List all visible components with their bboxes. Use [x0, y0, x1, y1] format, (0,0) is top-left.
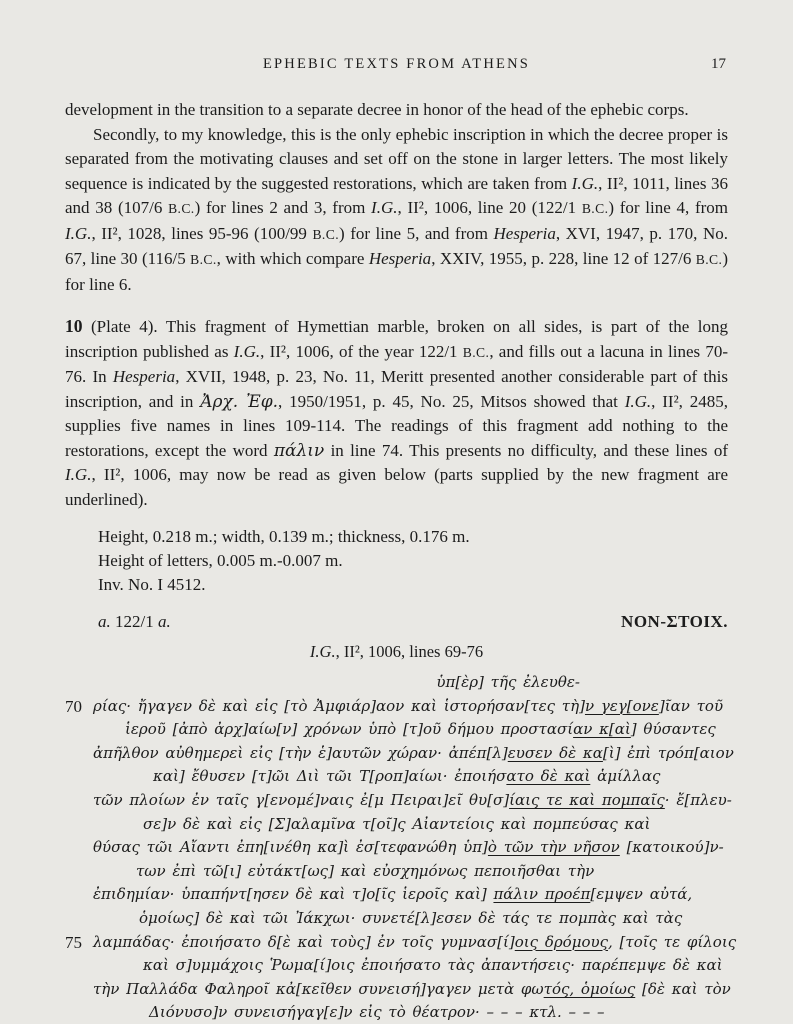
text-segment: ) for line 6. — [65, 249, 728, 294]
underlined-restoration: ατο δὲ καὶ — [506, 767, 591, 786]
text-segment: in line 74. This presents no difficulty, and these lines of — [324, 440, 728, 460]
text-segment: I.G. — [571, 173, 599, 193]
text-segment: [εμψεν αὐτά, — [590, 885, 693, 904]
text-segment: I.G. — [65, 223, 92, 243]
text-segment: τῶν πλοίων ἐν ταῖς γ[ενομέ]ναις ἐ[μ Πειραι]εῖ θυ[σ] — [93, 790, 510, 809]
paragraph — [65, 98, 728, 123]
text-segment: , XVI, 1947, p. 170, No. 67, line 30 (116/5 — [65, 223, 728, 268]
text-segment: [ὶ] ἐπὶ τρόπ[αιον — [602, 743, 734, 762]
text-segment: Secondly, to my knowledge, this is the only ephebic inscription in which the decree proper is separated from the motivating clauses and set off on the stone in larger letters. The most likely sequence is indicated by the suggested restorations, which are taken from — [65, 124, 728, 193]
text-segment: B.C. — [190, 252, 217, 267]
text-segment: 122/1 — [110, 612, 158, 631]
greek-line — [65, 836, 728, 860]
text-segment: ) for line 5, and from — [339, 223, 494, 243]
greek-line-text — [93, 765, 660, 789]
text-segment: [δὲ καὶ τὸν — [635, 979, 731, 998]
line-number — [65, 860, 93, 884]
paragraph — [65, 123, 728, 298]
measurement-line: Height, 0.218 m.; width, 0.139 m.; thickness, 0.176 m. — [98, 527, 470, 546]
greek-line-text — [93, 978, 731, 1002]
text-segment: ) for lines 2 and 3, from — [194, 198, 372, 217]
paragraph — [65, 314, 728, 512]
greek-line — [65, 907, 728, 931]
greek-line — [65, 978, 731, 1002]
underlined-restoration: ὸ τῶν τὴν νῆσον — [487, 838, 620, 857]
greek-line-text — [93, 954, 723, 978]
text-segment: θύσας τῶι Αἴαντι ἐπη[ινέθη κα]ὶ ἐσ[τεφανώθη ὑπ] — [93, 838, 488, 857]
text-segment: Ἀρχ. Ἐφ. — [200, 391, 279, 412]
page-title: EPHEBIC TEXTS FROM ATHENS — [262, 56, 531, 72]
text-segment: ἀπῆλθον αὐθημερεὶ εἰς [τὴν ἑ]αυτῶν χώραν· ἀπέπ[λ] — [93, 743, 508, 762]
greek-line-text — [93, 718, 716, 742]
line-number — [65, 883, 93, 907]
text-segment: , II², 1028, lines 95-96 (100/99 — [91, 223, 313, 243]
underlined-restoration: ν γεγ[ονε — [584, 696, 659, 715]
text-segment: ]ῖαν τοῦ — [658, 696, 724, 715]
text-segment: I.G. — [624, 391, 652, 411]
text-segment: ] θύσαντες — [630, 720, 716, 739]
text-segment: , II², 1006, may now be read as given below (parts supplied by the new fragment are underlined). — [65, 465, 728, 509]
text-segment: , II², 1006, line 20 (122/1 — [397, 198, 582, 217]
line-number — [65, 765, 93, 789]
line-number — [65, 836, 93, 860]
text-segment: Διόνυσο]ν συνεισήγαγ[ε]ν εἰς τὸ θέατρον· – – – κτλ. – – – — [149, 1003, 605, 1022]
greek-line-text — [93, 883, 692, 907]
underlined-restoration: ευσεν δὲ κα — [507, 743, 603, 762]
greek-line-text — [93, 789, 732, 813]
text-segment: σε]ν δὲ καὶ εἰς [Σ]αλαμῖνα τ[οῖ]ς Αἰαντείοις καὶ πομπεύσας καὶ — [143, 814, 651, 833]
text-segment: , 1950/1951, p. 45, No. 25, Mitsos showed that — [278, 391, 625, 411]
line-number — [65, 813, 93, 837]
greek-line — [65, 883, 728, 907]
text-segment: καὶ σ]υμμάχοις Ῥωμα[ί]οις ἐποιήσατο τὰς ἀπαντήσεις· παρέπεμψε δὲ καὶ — [143, 956, 723, 975]
greek-line — [65, 1001, 728, 1024]
greek-line-text — [93, 860, 594, 884]
line-number — [65, 1001, 93, 1024]
text-segment: , XVII, 1948, p. 23, No. 11, Meritt presented another considerable part of this inscription, and in — [65, 367, 728, 411]
text-segment: B.C. — [581, 201, 609, 216]
text-segment: ) for line 4, from — [608, 198, 729, 217]
greek-line — [65, 954, 728, 978]
greek-line-text — [93, 907, 682, 931]
greek-line — [65, 860, 728, 884]
text-segment: · ἔ[πλευ- — [664, 790, 732, 809]
text-segment: λαμπάδας· ἐποιήσατο δ[ὲ καὶ τοὺς] ἐν τοῖς γυμνασ[ί] — [93, 932, 515, 951]
measurements-block — [98, 525, 728, 597]
text-segment: Hesperia — [368, 249, 432, 268]
greek-line-text — [93, 813, 650, 837]
text-segment: I.G. — [309, 642, 336, 661]
text-segment: ὁμοίως] δὲ καὶ τῶι Ἰάκχωι· συνετέ[λ]εσεν δὲ τάς τε πομπὰς καὶ τὰς — [139, 908, 683, 927]
page-number: 17 — [711, 56, 726, 72]
underlined-restoration: αν κ[αὶ — [573, 720, 631, 739]
text-segment: ἱεροῦ [ἀπὸ ἀρχ]αίω[ν] χρόνων ὑπὸ [τ]οῦ δήμου προστασί — [125, 720, 574, 739]
text-segment: , XXIV, 1955, p. 228, line 12 of 127/6 — [431, 249, 696, 268]
line-number — [65, 978, 93, 1002]
text-segment: , II², 2485, supplies five names in lines 109-114. The readings of this fragment add nothing to the restorations, except the word — [65, 391, 729, 460]
line-number — [65, 742, 93, 766]
text-segment: B.C. — [312, 226, 339, 242]
text-segment: , II², 1011, lines 36 and 38 (107/6 — [65, 173, 728, 217]
text-segment: B.C. — [462, 344, 490, 360]
greek-line — [65, 742, 734, 766]
greek-line-text — [93, 931, 736, 955]
line-number — [65, 907, 93, 931]
text-segment: ἐπιδημίαν· ὑπαπήντ[ησεν δὲ καὶ τ]ο[ῖς ἱεροῖς καὶ] — [93, 885, 494, 904]
text-segment: a. — [157, 612, 171, 631]
text-segment: ἁμίλλας — [590, 767, 661, 786]
text-segment: I.G. — [371, 198, 398, 217]
underlined-restoration: τός, ὁμοίως — [543, 979, 636, 998]
text-segment: , [τοῖς τε φίλοις — [608, 932, 737, 951]
body-paragraphs — [65, 98, 728, 512]
text-segment: καὶ] ἔθυσεν [τ]ῶι Διὶ τῶι Τ[ροπ]αίωι· ἐποιήσ — [153, 767, 507, 786]
text-segment: a. — [98, 612, 111, 631]
measurement-line: Inv. No. I 4512. — [98, 575, 206, 594]
text-segment: των ἐπὶ τῶ[ι] εὐτάκτ[ως] καὶ εὐσχημόνως πεποιῆσθαι τὴν — [136, 861, 595, 880]
text-segment: [κατοικού]ν- — [619, 838, 724, 857]
text-segment: Hesperia — [112, 367, 176, 386]
underlined-restoration: οις δρόμους — [514, 932, 609, 951]
measurement-line: Height of letters, 0.005 m.-0.007 m. — [98, 551, 343, 570]
greek-line — [65, 695, 728, 719]
line-number: 75 — [65, 932, 82, 952]
text-segment: Hesperia — [493, 223, 556, 243]
text-segment: , with which compare — [216, 249, 369, 268]
text-segment: 10 — [65, 316, 83, 336]
greek-line — [65, 765, 728, 789]
text-segment: πάλιν — [273, 440, 325, 461]
greek-line — [65, 813, 728, 837]
text-segment: development in the transition to a separate decree in honor of the head of the ephebic corps. — [65, 100, 689, 119]
text-segment: , II², 1006, lines 69-76 — [335, 642, 484, 661]
text-segment: B.C. — [168, 201, 195, 216]
line-number: 70 — [65, 696, 82, 716]
greek-line-text — [93, 836, 724, 860]
text-segment: ρίας· ἤγαγεν δὲ καὶ εἰς [τὸ Ἀμφιάρ]αον καὶ ἱστορήσαν[τες τὴ] — [93, 696, 585, 715]
underlined-restoration: ίαις τε καὶ πομπαῖς — [509, 790, 665, 809]
inscription-caption — [65, 640, 728, 663]
line-number — [65, 789, 93, 813]
greek-line — [65, 931, 737, 955]
text-segment: B.C. — [695, 252, 723, 267]
greek-line — [65, 789, 732, 813]
non-stoich-label: NON-ΣΤΟΙΧ. — [621, 612, 728, 631]
text-segment: τὴν Παλλάδα Φαληροῖ κἀ[κεῖθεν συνεισή]γαγεν μετὰ φω — [93, 979, 544, 998]
inscription-intro-line: ὑπ[ὲρ] τῆς ἐλευθε- — [436, 673, 580, 691]
underlined-restoration: πάλιν προέπ — [493, 885, 591, 904]
line-number — [65, 954, 93, 978]
greek-line-text — [93, 1001, 605, 1024]
inscription-lines — [65, 695, 737, 1024]
greek-line-text — [93, 742, 734, 766]
text-segment: I.G. — [233, 341, 261, 361]
date-label — [98, 610, 171, 634]
line-number — [65, 718, 93, 742]
text-segment: I.G. — [65, 465, 92, 484]
greek-line-text — [93, 695, 723, 719]
running-header — [65, 56, 728, 80]
text-segment: , and fills out a lacuna in lines 70-76. In — [65, 341, 729, 386]
greek-line — [65, 718, 728, 742]
text-segment: (Plate 4). This fragment of Hymettian marble, broken on all sides, is part of the long inscription published as — [65, 317, 728, 361]
text-segment: , II², 1006, of the year 122/1 — [260, 341, 463, 361]
inscription-text — [65, 671, 737, 1024]
dateline — [65, 610, 728, 634]
